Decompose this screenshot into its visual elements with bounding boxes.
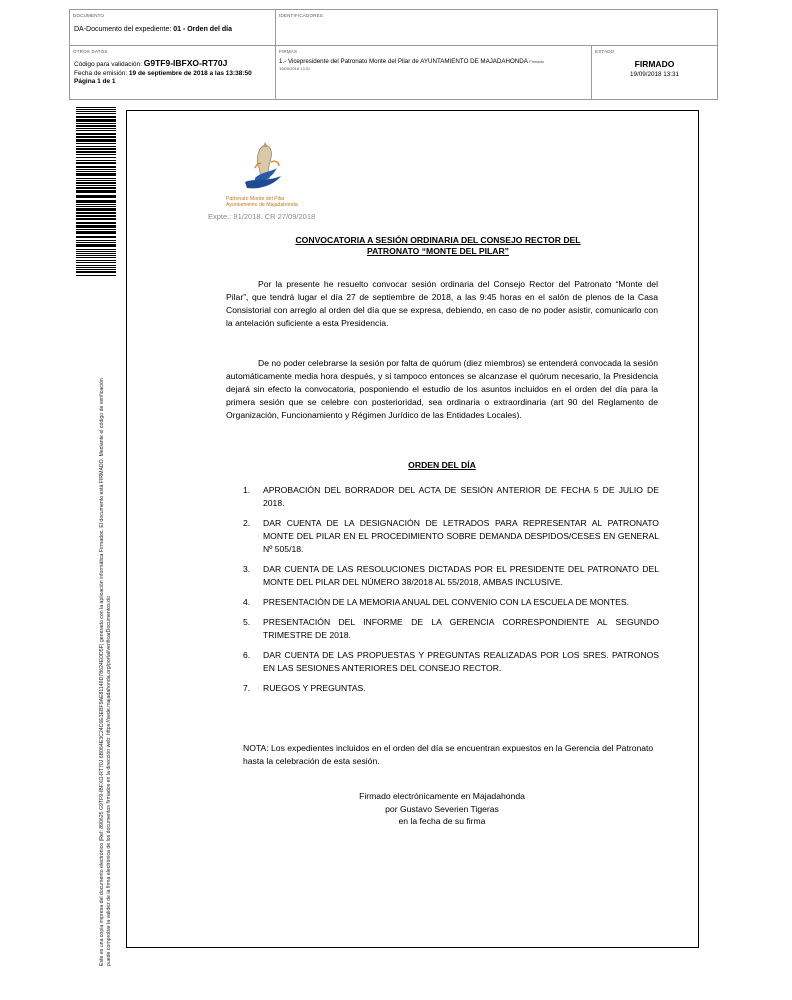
orden-del-dia-heading: ORDEN DEL DÍA xyxy=(408,460,476,470)
fecha-label: Fecha de emisión: xyxy=(74,69,129,77)
item-number: 4. xyxy=(243,597,251,607)
documento-title-bold: 01 - Orden del día xyxy=(173,26,232,33)
firmas-label: FIRMAS xyxy=(279,49,298,54)
title-line1: CONVOCATORIA A SESIÓN ORDINARIA DEL CONSEJO RECTOR DEL xyxy=(295,235,581,245)
item-number: 5. xyxy=(243,617,251,627)
estado-cell xyxy=(592,46,717,99)
otros-datos-label: OTROS DATOS xyxy=(73,49,108,54)
firmas-entry xyxy=(279,58,585,73)
estado-value: FIRMADO xyxy=(634,59,675,69)
validation-info xyxy=(74,59,252,87)
firmas-suffix: Firmado xyxy=(529,59,544,64)
verification-side-text xyxy=(99,276,113,966)
paragraph1-text: Por la presente he resuelto convocar sesión ordinaria del Consejo Rector del Patronato “Monte del Pilar”, que tendrá lugar el día 27 de septiembre de 2018, a las 9:45 horas en el salón de plenos de la Casa Consistorial con arreglo al orden del día que se expresa, debiendo, en caso de no poder asistir, comunicarlo con la antelación suficiente a esta Presidencia. xyxy=(226,279,658,328)
list-item xyxy=(243,649,659,675)
expediente-reference: Expte.: 81/2018. CR 27/09/2018 xyxy=(208,212,316,221)
documento-cell xyxy=(70,10,276,46)
firmas-text: 1.- Vicepresidente del Patronato Monte del Pilar de AYUNTAMIENTO DE MAJADAHONDA xyxy=(279,58,528,65)
firma-line1: Firmado electrónicamente en Majadahonda xyxy=(359,791,525,801)
firmas-cell xyxy=(276,46,592,99)
item-text: DAR CUENTA DE LAS RESOLUCIONES DICTADAS POR EL PRESIDENTE DEL PATRONATO DEL MONTE DEL PILAR DEL NÚMERO 38/2018 AL 55/2018, AMBAS INCLUSIVE. xyxy=(263,564,659,587)
document-title xyxy=(222,235,654,257)
item-text: APROBACIÓN DEL BORRADOR DEL ACTA DE SESIÓN ANTERIOR DE FECHA 5 DE JULIO DE 2018. xyxy=(263,485,659,508)
item-number: 1. xyxy=(243,485,251,495)
paragraph2-text: De no poder celebrarse la sesión por falta de quórum (diez miembros) se entenderá convocada la sesión automáticamente media hora después, y si tampoco entonces se alcanzase el quórum necesario, la Presidencia dejará sin efecto la convocatoria, posponiendo el estudio de los asuntos incluidos en el orden del día para la primera sesión que se celebre con posterioridad, sea ordinaria o extraordinaria (art 90 del Reglamento de Organización, Funcionamiento y Régimen Jurídico de las Entidades Locales). xyxy=(226,358,658,420)
item-number: 3. xyxy=(243,564,251,574)
item-text: RUEGOS Y PREGUNTAS. xyxy=(263,683,366,693)
estado-label: ESTADO xyxy=(595,49,615,54)
list-item xyxy=(243,596,659,609)
title-line2: PATRONATO “MONTE DEL PILAR” xyxy=(367,246,509,256)
identificadores-label: IDENTIFICADORES xyxy=(279,13,324,18)
documento-title-prefix: DA-Documento del expediente: xyxy=(74,26,174,33)
document-header-table xyxy=(69,9,718,100)
list-item xyxy=(243,517,659,556)
orden-del-dia-list xyxy=(243,484,659,702)
signature-block xyxy=(226,790,658,828)
list-item xyxy=(243,682,659,695)
firma-line2: por Gustavo Severien Tigeras xyxy=(385,803,499,814)
item-text: DAR CUENTA DE LAS PROPUESTAS Y PREGUNTAS REALIZADAS POR LOS SRES. PATRONOS EN LAS SESIONES ANTERIORES DEL CONSEJO RECTOR. xyxy=(263,650,659,673)
firmas-date: 19/09/2018 13:31 xyxy=(279,66,311,71)
item-number: 6. xyxy=(243,650,251,660)
nota-text: NOTA: Los expedientes incluidos en el orden del día se encuentran expuestos en la Gerencia del Patronato hasta la celebración de esta sesión. xyxy=(243,743,654,766)
list-item xyxy=(243,616,659,642)
paragraph-quorum xyxy=(226,357,658,422)
pagina-indicator: Página 1 de 1 xyxy=(74,78,116,85)
item-number: 2. xyxy=(243,518,251,528)
identificadores-cell xyxy=(276,10,717,46)
logo-caption xyxy=(226,196,298,208)
item-text: DAR CUENTA DE LA DESIGNACIÓN DE LETRADOS PARA REPRESENTAR AL PATRONATO MONTE DEL PILAR EN EL PROCEDIMIENTO SOBRE DEMANDA DESPIDOS/CESES EN GENERAL Nº 505/18. xyxy=(263,518,659,554)
logo-line2: Ayuntamiento de Majadahonda xyxy=(226,202,298,208)
documento-label: DOCUMENTO xyxy=(73,13,105,18)
item-number: 7. xyxy=(243,683,251,693)
firma-line3: en la fecha de su firma xyxy=(398,816,486,826)
item-text: PRESENTACIÓN DEL INFORME DE LA GERENCIA CORRESPONDIENTE AL SEGUNDO TRIMESTRE DE 2018. xyxy=(263,617,659,640)
paragraph-convocatoria xyxy=(226,278,658,330)
side-text-line2: puede comprobar la validez de la firma electrónica de los documentos firmados en la dirección web: https://sede.majadahonda.org/portal/verificarDocumentos.do xyxy=(106,596,112,966)
barcode-icon xyxy=(76,107,116,277)
item-text: PRESENTACIÓN DE LA MEMORIA ANUAL DEL CONVENIO CON LA ESCUELA DE MONTES. xyxy=(263,597,629,607)
list-item xyxy=(243,484,659,510)
logo-line1: Patronato Monte del Pilar xyxy=(226,196,285,202)
documento-title xyxy=(74,25,244,34)
otros-datos-cell xyxy=(70,46,276,99)
fecha-value: 19 de septiembre de 2018 a las 13:38:50 xyxy=(128,69,252,77)
estado-date: 19/09/2018 13:31 xyxy=(629,71,680,78)
codigo-label: Código para validación: xyxy=(74,61,144,68)
side-text-line1: Este es una copia impresa del documento electrónico (Ref: 890625 G9TF9-IBFXO-RT70J 6B064E3C24C6E3EBF9AE81149D78624EDD5F) generado con la aplicación informática Firmadoc. El documento está FIRMADO. Mediante el código de verificación xyxy=(99,378,105,966)
list-item xyxy=(243,563,659,589)
codigo-value: G9TF9-IBFXO-RT70J xyxy=(143,58,228,68)
